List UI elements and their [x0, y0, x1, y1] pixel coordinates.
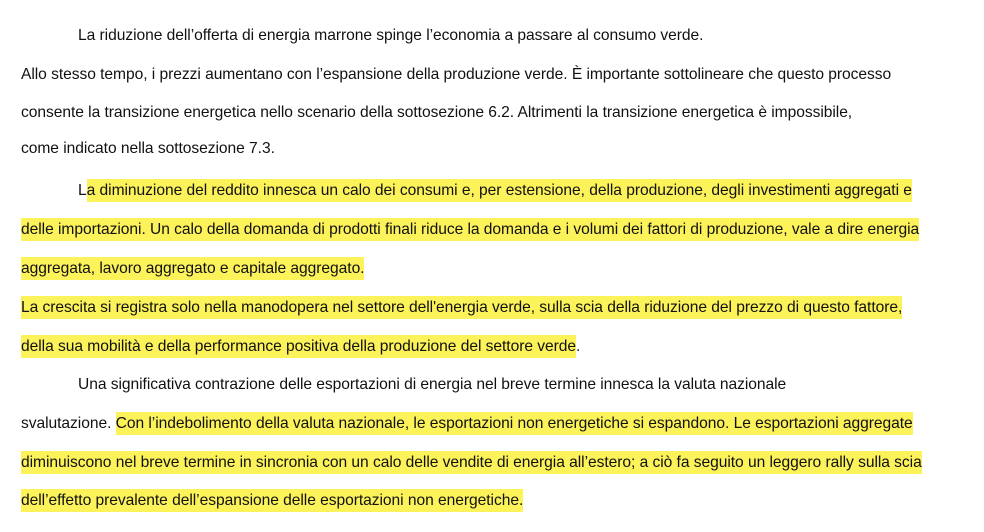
paragraph-3-line-1 [78, 375, 786, 395]
text-run: consente la transizione energetica nello scenario della sottosezione 6.2. Altrimenti la transizione energetica è impossibile, [21, 104, 853, 121]
paragraph-1-line-1 [78, 26, 703, 46]
highlighted-text: diminuiscono nel breve termine in sincronia con un calo delle vendite di energia all’estero; a ciò fa seguito un leggero rally sulla scia [21, 451, 922, 474]
highlighted-text: Con l’indebolimento della valuta nazionale, le esportazioni non energetiche si espandono. Le esportazioni aggregate [116, 412, 913, 435]
highlighted-text: dell’effetto prevalente dell’espansione delle esportazioni non energetiche. [21, 489, 523, 512]
paragraph-1-line-3 [21, 103, 852, 123]
paragraph-3-line-2 [21, 414, 913, 434]
paragraph-1-line-4 [21, 139, 275, 159]
paragraph-3-line-3 [21, 453, 922, 473]
paragraph-3-line-4 [21, 491, 523, 511]
text-run: La riduzione dell’offerta di energia marrone spinge l’economia a passare al consumo verde. [78, 27, 704, 44]
highlighted-text: delle importazioni. Un calo della domanda di prodotti finali riduce la domanda e i volumi dei fattori di produzione, vale a dire energia [21, 218, 919, 241]
paragraph-2-line-1 [78, 181, 912, 201]
text-run: L [78, 182, 87, 199]
paragraph-2-line-4 [21, 298, 902, 318]
paragraph-2-line-3 [21, 259, 364, 279]
text-run: . [576, 338, 581, 355]
paragraph-2-line-5 [21, 337, 580, 357]
text-run: svalutazione. [21, 415, 116, 432]
highlighted-text: a diminuzione del reddito innesca un calo dei consumi e, per estensione, della produzione, degli investimenti aggregati e [87, 179, 912, 202]
paragraph-1-line-2 [21, 65, 891, 85]
paragraph-2-line-2 [21, 220, 919, 240]
text-run: Una significativa contrazione delle esportazioni di energia nel breve termine innesca la valuta nazionale [78, 376, 787, 393]
text-run: Allo stesso tempo, i prezzi aumentano con l’espansione della produzione verde. È importante sottolineare che questo processo [21, 66, 892, 83]
highlighted-text: La crescita si registra solo nella manodopera nel settore dell'energia verde, sulla scia della riduzione del prezzo di questo fattore, [21, 296, 902, 319]
highlighted-text: aggregata, lavoro aggregato e capitale aggregato. [21, 257, 364, 280]
highlighted-text: della sua mobilità e della performance positiva della produzione del settore verde [21, 335, 576, 358]
text-run: come indicato nella sottosezione 7.3. [21, 140, 275, 157]
